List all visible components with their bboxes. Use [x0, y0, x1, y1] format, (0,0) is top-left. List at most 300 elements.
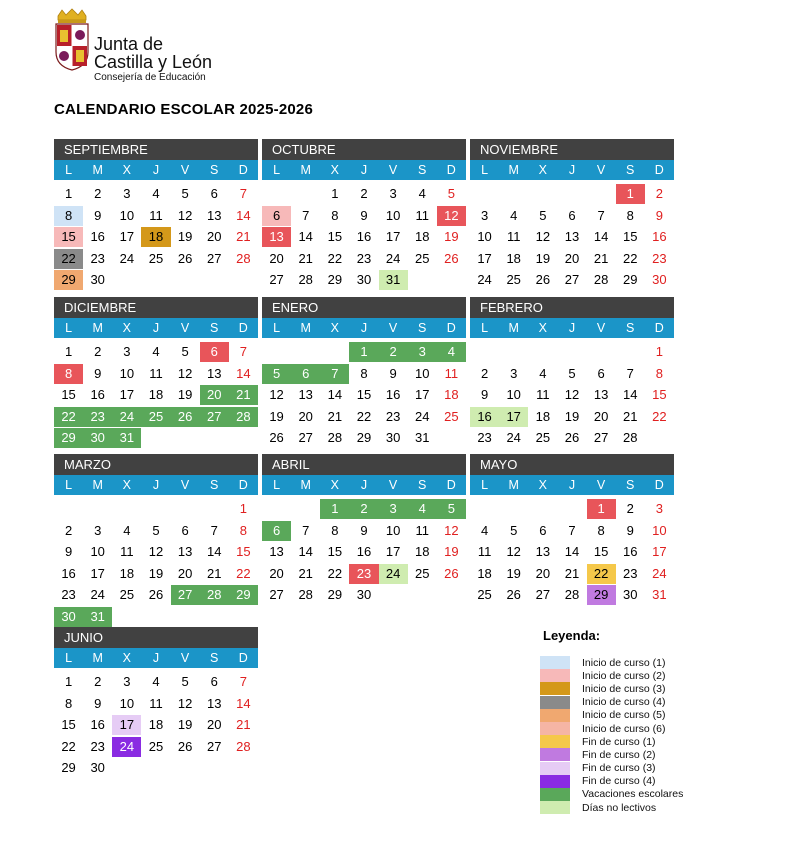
legend-title: Leyenda: [543, 628, 601, 643]
calendar-day: 5 [181, 674, 189, 689]
calendar-day: 30 [652, 272, 667, 287]
calendar-day: 17 [385, 544, 401, 559]
legend-label: Fin de curso (4) [582, 775, 656, 788]
calendar-day: 16 [652, 229, 667, 244]
calendar-day: 9 [360, 522, 368, 538]
calendar-day: 4 [539, 365, 547, 381]
calendar-day: 27 [207, 738, 222, 754]
calendar-day: 25 [148, 250, 164, 266]
calendar-day: 11 [506, 229, 521, 244]
calendar-day: 13 [535, 544, 551, 559]
legend-swatch [540, 656, 570, 669]
calendar-day: 18 [415, 229, 430, 244]
calendar-day: 16 [470, 407, 499, 427]
weekday-label: V [180, 163, 190, 177]
calendar-day: 22 [587, 564, 616, 584]
calendar-day: 24 [506, 430, 521, 445]
calendar-day: 6 [181, 522, 189, 538]
weekday-label: S [626, 478, 635, 492]
calendar-day: 13 [298, 387, 313, 402]
calendar-day: 1 [616, 184, 645, 204]
calendar-day: 13 [207, 695, 222, 711]
calendar-day: 1 [64, 186, 73, 201]
calendar-day: 29 [229, 585, 258, 605]
calendar-day: 28 [623, 430, 638, 445]
calendar-day: 10 [415, 365, 430, 381]
calendar-day: 13 [207, 207, 222, 223]
calendar-day: 6 [597, 365, 605, 381]
org-header [52, 8, 312, 88]
calendar-day: 18 [141, 227, 170, 247]
weekday-label: V [180, 651, 190, 665]
calendar-day: 2 [64, 522, 73, 538]
calendar-day: 27 [171, 585, 200, 605]
calendar-day: 20 [269, 565, 284, 581]
weekday-label: X [330, 478, 339, 492]
calendar-day: 22 [327, 565, 343, 581]
month-name: ABRIL [262, 454, 466, 475]
calendar-day: 24 [112, 407, 141, 427]
weekday-label: D [446, 478, 456, 492]
calendar-day: 13 [564, 229, 580, 244]
calendar-day: 6 [568, 207, 576, 223]
calendar-day: 23 [90, 250, 105, 266]
legend-label: Inicio de curso (1) [582, 656, 666, 669]
calendar-day: 11 [149, 365, 163, 381]
calendar-day: 4 [437, 342, 466, 362]
calendar-day: 11 [415, 207, 429, 223]
weekday-label: S [210, 651, 219, 665]
calendar-day: 24 [652, 565, 667, 581]
weekday-label: V [596, 478, 606, 492]
month-name: NOVIEMBRE [470, 139, 674, 160]
calendar-day: 28 [236, 738, 251, 754]
weekday-label: M [92, 651, 103, 665]
day-grid [54, 338, 258, 456]
calendar-day: 7 [626, 365, 634, 381]
weekday-label: X [122, 321, 131, 335]
month-4 [54, 297, 258, 457]
calendar-day: 14 [564, 544, 580, 559]
calendar-day: 25 [415, 250, 430, 266]
calendar-day: 30 [385, 430, 401, 445]
calendar-day: 8 [331, 207, 339, 223]
weekday-label: M [300, 478, 311, 492]
calendar-day: 19 [177, 717, 193, 732]
calendar-day: 9 [480, 387, 489, 402]
calendar-day: 23 [90, 738, 105, 754]
legend [540, 628, 770, 814]
month-name: DICIEMBRE [54, 297, 258, 318]
day-grid [470, 180, 674, 298]
weekday-label: J [568, 321, 576, 335]
calendar-day: 22 [623, 250, 638, 266]
calendar-day: 3 [379, 499, 408, 519]
calendar-day: 13 [262, 227, 291, 247]
calendar-day: 11 [149, 207, 163, 223]
legend-item [540, 682, 770, 695]
calendar-day: 31 [83, 607, 112, 627]
month-name: MARZO [54, 454, 258, 475]
calendar-day: 19 [444, 229, 459, 244]
calendar-day: 21 [298, 250, 313, 266]
calendar-day: 8 [360, 365, 368, 381]
legend-item [540, 762, 770, 775]
calendar-day: 23 [652, 250, 667, 266]
calendar-day: 29 [327, 587, 343, 602]
calendar-day: 3 [123, 186, 131, 201]
calendar-day: 10 [477, 229, 492, 244]
calendar-day: 13 [177, 544, 193, 559]
calendar-day: 15 [623, 229, 638, 244]
calendar-day: 8 [331, 522, 339, 538]
calendar-day: 4 [152, 674, 160, 689]
legend-swatch [540, 788, 570, 801]
calendar-day: 15 [327, 544, 343, 559]
legend-item [540, 722, 770, 735]
legend-swatch [540, 682, 570, 695]
calendar-day: 4 [152, 186, 160, 201]
calendar-day: 1 [349, 342, 378, 362]
weekday-header [470, 160, 674, 180]
calendar-day: 25 [141, 407, 170, 427]
weekday-label: S [210, 478, 219, 492]
calendar-day: 12 [564, 387, 580, 402]
calendar-day: 26 [444, 250, 459, 266]
calendar-day: 24 [112, 737, 141, 757]
calendar-day: 3 [480, 207, 489, 223]
weekday-label: X [330, 163, 339, 177]
weekday-label: J [152, 163, 160, 177]
calendar-day: 21 [593, 250, 609, 266]
weekday-label: D [446, 163, 456, 177]
calendar-day: 9 [94, 365, 102, 381]
calendar-day: 25 [535, 430, 551, 445]
calendar-day: 15 [652, 387, 667, 402]
calendar-day: 10 [119, 365, 135, 381]
weekday-label: J [360, 478, 368, 492]
calendar-day: 26 [177, 250, 193, 266]
calendar-day: 23 [623, 565, 638, 581]
weekday-label: D [446, 321, 456, 335]
weekday-label: J [152, 321, 160, 335]
calendar-day: 8 [54, 364, 83, 384]
calendar-day: 21 [229, 385, 258, 405]
calendar-day: 8 [655, 365, 663, 381]
calendar-day: 2 [94, 344, 102, 359]
calendar-day: 15 [593, 544, 609, 559]
calendar-day: 25 [477, 587, 492, 602]
weekday-label: V [596, 163, 606, 177]
calendar-day: 9 [94, 207, 102, 223]
calendar-day: 15 [356, 387, 372, 402]
calendar-day: 29 [623, 272, 638, 287]
calendar-day: 18 [506, 250, 521, 266]
calendar-day: 14 [236, 207, 251, 223]
calendar-day: 11 [149, 695, 163, 711]
calendar-day: 26 [506, 587, 521, 602]
calendar-day: 16 [90, 717, 105, 732]
calendar-day: 13 [593, 387, 609, 402]
calendar-day: 4 [408, 499, 437, 519]
weekday-label: X [122, 651, 131, 665]
calendar-day: 20 [269, 250, 284, 266]
month-name: SEPTIEMBRE [54, 139, 258, 160]
calendar-day: 27 [269, 587, 284, 602]
calendar-day: 2 [626, 501, 634, 516]
weekday-header [262, 160, 466, 180]
calendar-day: 7 [568, 522, 576, 538]
calendar-day: 19 [269, 408, 284, 424]
calendar-day: 14 [623, 387, 638, 402]
calendar-day: 20 [298, 408, 313, 424]
legend-item [540, 656, 770, 669]
legend-swatch [540, 762, 570, 775]
calendar-day: 23 [385, 408, 401, 424]
calendar-day: 14 [207, 544, 222, 559]
calendar-day: 20 [177, 565, 193, 581]
calendar-day: 17 [119, 229, 135, 244]
day-grid [54, 668, 258, 786]
calendar-day: 19 [148, 565, 164, 581]
weekday-label: D [238, 478, 248, 492]
calendar-day: 30 [356, 272, 372, 287]
weekday-label: L [273, 478, 281, 492]
calendar-day: 6 [200, 342, 229, 362]
legend-item [540, 669, 770, 682]
calendar-day: 27 [200, 407, 229, 427]
calendar-day: 24 [477, 272, 492, 287]
month-name: ENERO [262, 297, 466, 318]
calendar-day: 10 [506, 387, 521, 402]
calendar-day: 28 [327, 430, 343, 445]
month-5 [262, 297, 466, 457]
calendar-day: 26 [148, 587, 164, 602]
weekday-label: V [388, 163, 398, 177]
calendar-day: 20 [200, 385, 229, 405]
calendar-day: 19 [564, 408, 580, 424]
calendar-day: 7 [239, 674, 247, 689]
calendar-day: 26 [177, 738, 193, 754]
calendar-day: 2 [94, 674, 102, 689]
calendar-day: 4 [510, 207, 518, 223]
calendar-day: 12 [177, 365, 193, 381]
calendar-day: 18 [148, 717, 164, 732]
calendar-day: 5 [152, 522, 160, 538]
coat-of-arms-icon [52, 8, 92, 72]
calendar-day: 24 [379, 564, 408, 584]
calendar-day: 21 [327, 408, 343, 424]
calendar-day: 10 [119, 695, 135, 711]
weekday-header [470, 475, 674, 495]
legend-list [540, 656, 770, 814]
month-6 [470, 297, 674, 457]
weekday-header [54, 475, 258, 495]
calendar-day: 15 [236, 544, 251, 559]
calendar-day: 9 [626, 522, 634, 538]
calendar-day: 12 [506, 544, 521, 559]
calendar-day: 18 [477, 565, 492, 581]
calendar-day: 22 [356, 408, 372, 424]
weekday-label: S [418, 163, 427, 177]
weekday-label: X [538, 321, 547, 335]
calendar-day: 22 [54, 407, 83, 427]
calendar-day: 20 [593, 408, 609, 424]
calendar-day: 2 [480, 365, 489, 381]
weekday-label: L [273, 321, 281, 335]
calendar-day: 31 [112, 428, 141, 448]
legend-label: Fin de curso (1) [582, 735, 656, 748]
calendar-day: 6 [210, 186, 218, 201]
weekday-header [262, 318, 466, 338]
calendar-day: 3 [408, 342, 437, 362]
calendar-day: 1 [331, 186, 339, 201]
day-grid [470, 338, 674, 456]
page-title: CALENDARIO ESCOLAR 2025-2026 [54, 101, 314, 118]
calendar-day: 27 [564, 272, 580, 287]
legend-item [540, 735, 770, 748]
calendar-day: 4 [418, 186, 426, 201]
calendar-day: 3 [510, 365, 518, 381]
weekday-header [262, 475, 466, 495]
weekday-label: M [92, 163, 103, 177]
weekday-label: M [508, 321, 519, 335]
calendar-day: 16 [90, 229, 105, 244]
calendar-day: 29 [61, 760, 76, 775]
calendar-day: 12 [535, 229, 551, 244]
weekday-label: S [626, 163, 635, 177]
calendar-day: 12 [148, 544, 164, 559]
calendar-day: 25 [119, 587, 135, 602]
calendar-day: 10 [385, 207, 401, 223]
weekday-header [54, 318, 258, 338]
calendar-day: 12 [444, 522, 459, 538]
calendar-day: 7 [210, 522, 218, 538]
calendar-day: 2 [94, 186, 102, 201]
calendar-day: 10 [119, 207, 135, 223]
legend-swatch [540, 775, 570, 788]
calendar-day: 24 [90, 587, 105, 602]
calendar-day: 21 [236, 717, 251, 732]
calendar-day: 30 [90, 272, 105, 287]
calendar-day: 21 [564, 565, 580, 581]
weekday-label: D [654, 163, 664, 177]
weekday-label: V [180, 478, 190, 492]
calendar-day: 3 [123, 344, 131, 359]
calendar-day: 22 [327, 250, 343, 266]
calendar-day: 21 [298, 565, 313, 581]
calendar-day: 9 [64, 544, 73, 559]
calendar-day: 30 [54, 607, 83, 627]
calendar-day: 6 [262, 521, 291, 541]
calendar-day: 6 [210, 674, 218, 689]
calendar-day: 13 [207, 365, 222, 381]
calendar-day: 5 [568, 365, 576, 381]
legend-swatch [540, 735, 570, 748]
calendar-day: 23 [83, 407, 112, 427]
calendar-day: 3 [389, 186, 397, 201]
calendar-day: 18 [415, 544, 430, 559]
calendar-day: 5 [437, 499, 466, 519]
month-8 [262, 454, 466, 614]
calendar-day: 14 [236, 365, 251, 381]
weekday-header [54, 160, 258, 180]
day-grid [470, 495, 674, 613]
calendar-day: 11 [415, 522, 429, 538]
weekday-label: S [418, 321, 427, 335]
weekday-label: X [122, 478, 131, 492]
calendar-day: 27 [298, 430, 313, 445]
calendar-day: 17 [415, 387, 430, 402]
calendar-day: 20 [535, 565, 551, 581]
calendar-day: 19 [177, 229, 193, 244]
calendar-day: 16 [356, 544, 372, 559]
weekday-label: S [626, 321, 635, 335]
calendar-day: 21 [236, 229, 251, 244]
calendar-day: 13 [269, 544, 284, 559]
calendar-day: 14 [327, 387, 343, 402]
legend-swatch [540, 669, 570, 682]
calendar-day: 1 [320, 499, 349, 519]
calendar-day: 12 [177, 207, 193, 223]
calendar-day: 18 [148, 387, 164, 402]
weekday-label: X [538, 478, 547, 492]
org-name-line2: Castilla y León [94, 52, 213, 72]
calendar-day: 22 [61, 738, 76, 754]
calendar-day: 23 [349, 564, 378, 584]
calendar-day: 10 [90, 544, 105, 559]
legend-label: Fin de curso (2) [582, 748, 656, 761]
weekday-label: M [508, 163, 519, 177]
calendar-day: 12 [269, 387, 284, 402]
weekday-label: J [152, 651, 160, 665]
weekday-label: L [65, 478, 73, 492]
calendar-day: 23 [477, 430, 492, 445]
calendar-day: 2 [360, 186, 368, 201]
weekday-label: M [92, 321, 103, 335]
month-9 [470, 454, 674, 614]
calendar-day: 14 [593, 229, 609, 244]
month-3 [470, 139, 674, 299]
weekday-label: V [388, 321, 398, 335]
legend-label: Días no lectivos [582, 801, 657, 814]
weekday-label: M [300, 163, 311, 177]
calendar-day: 5 [181, 344, 189, 359]
calendar-day: 14 [236, 695, 251, 711]
calendar-day: 29 [54, 428, 83, 448]
calendar-day: 14 [298, 544, 313, 559]
calendar-day: 9 [360, 207, 368, 223]
weekday-label: L [481, 321, 489, 335]
legend-label: Vacaciones escolares [582, 788, 684, 801]
calendar-day: 12 [437, 206, 466, 226]
calendar-day: 27 [593, 430, 609, 445]
calendar-day: 16 [623, 544, 638, 559]
calendar-day: 31 [415, 430, 430, 445]
calendar-day: 4 [480, 522, 489, 538]
weekday-label: J [568, 478, 576, 492]
legend-label: Inicio de curso (3) [582, 682, 666, 695]
legend-item [540, 709, 770, 722]
calendar-day: 1 [64, 674, 73, 689]
calendar-day: 16 [356, 229, 372, 244]
calendar-day: 7 [597, 207, 605, 223]
legend-swatch [540, 722, 570, 735]
calendar-day: 25 [506, 272, 521, 287]
calendar-day: 22 [54, 249, 83, 269]
calendar-day: 1 [239, 501, 247, 516]
calendar-day: 28 [236, 250, 251, 266]
